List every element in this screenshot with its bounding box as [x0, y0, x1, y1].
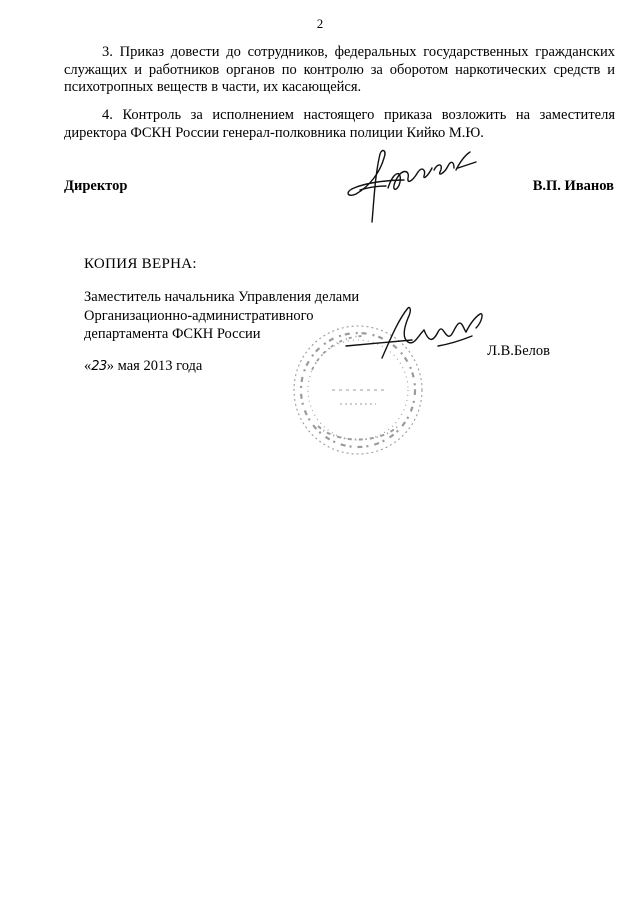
paragraph-3: 3. Приказ довести до сотрудников, федеральных государственных гражданских служащих и работников органов по контролю за оборотом наркотических средств и психотропных веществ в части, их касающейся. — [64, 44, 615, 95]
director-title: Директор — [64, 178, 128, 194]
paragraph-4: 4. Контроль за исполнением настоящего приказа возложить на заместителя директора ФСКН России генерал-полковника полиции Кийко М.Ю. — [64, 107, 615, 141]
copy-date — [84, 358, 202, 375]
certifier-position-line: департамента ФСКН России — [84, 326, 261, 342]
certifier-name: Л.В.Белов — [487, 343, 550, 359]
certifier-position-line: Заместитель начальника Управления делами — [84, 289, 360, 305]
certifier-position-line: Организационно-административного — [84, 307, 314, 324]
date-month-year: » мая 2013 года — [106, 358, 203, 374]
director-signature — [330, 140, 480, 230]
certifier-signature — [338, 300, 498, 370]
copy-certification-heading: КОПИЯ ВЕРНА: — [84, 256, 197, 272]
page-number: 2 — [316, 16, 324, 31]
date-day-handwritten: 23 — [91, 359, 107, 374]
director-name: В.П. Иванов — [532, 178, 614, 194]
date-open-quote: « — [84, 358, 92, 374]
